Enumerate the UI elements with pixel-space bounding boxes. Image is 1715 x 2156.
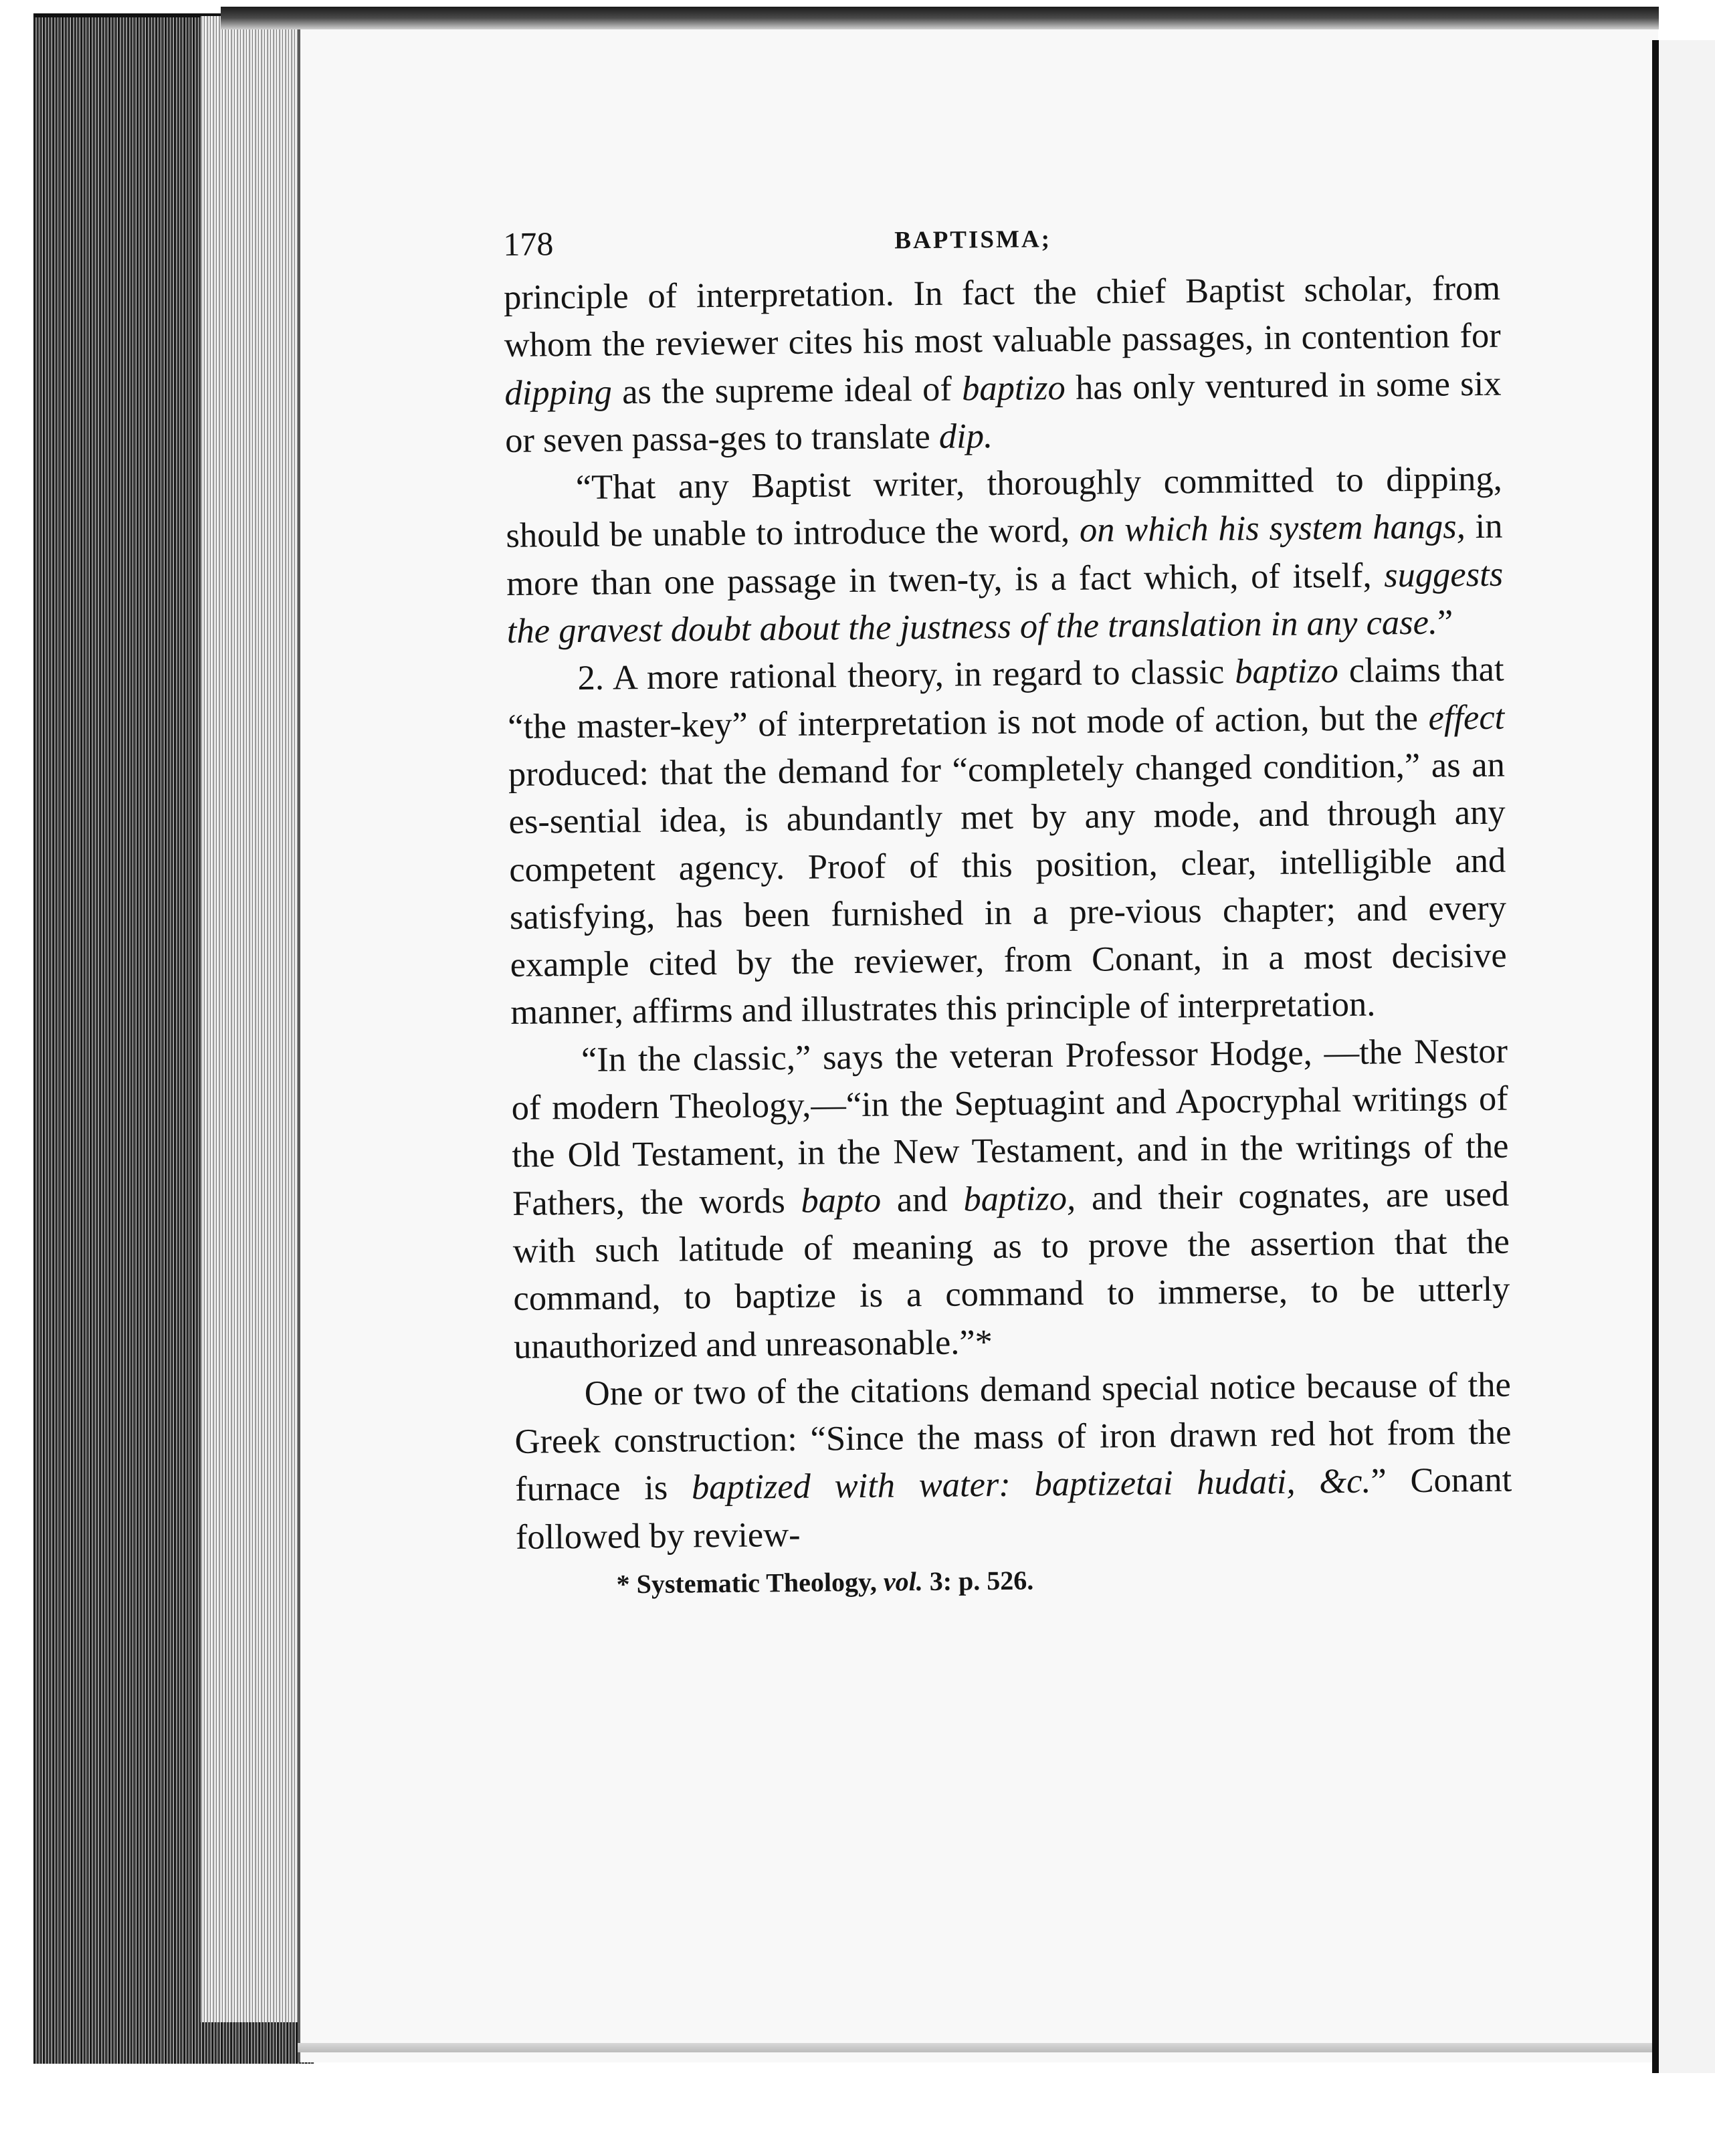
italic-text: bapto <box>801 1180 882 1220</box>
text-run: 3: p. 526. <box>922 1565 1034 1597</box>
italic-text: baptized with water: baptizetai hudati, &c. <box>691 1462 1371 1507</box>
italic-text: vol. <box>883 1566 923 1597</box>
italic-text: baptizo <box>1234 651 1339 691</box>
page-text-block <box>503 211 1513 1606</box>
italic-text: baptizo, <box>963 1178 1076 1219</box>
italic-text: on which his system hangs, <box>1079 507 1466 550</box>
text-run: One or two of the citations demand special notice because of the Greek construction: “Since the mass of iron drawn red hot from the furnace is <box>514 1365 1512 1509</box>
text-run: “In the classic,” says the veteran Professor Hodge, —the Nestor of modern Theology,—“in the Septuagint and Apocryphal writings of the Old Testament, in the New Testament, and in the writings of the Fathers, the words <box>511 1031 1509 1223</box>
page-top-shadow <box>221 7 1659 29</box>
paragraph <box>514 1361 1513 1561</box>
italic-text: suggests the gravest doubt about the justness of the translation in any case. <box>506 554 1504 651</box>
page-number: 178 <box>503 225 554 263</box>
page-bottom-edge <box>298 2043 1655 2052</box>
italic-text: baptizo <box>961 368 1066 409</box>
text-run: * Systematic Theology, <box>616 1566 884 1600</box>
paragraph <box>504 265 1502 465</box>
facing-page <box>1652 40 1715 2073</box>
running-head <box>503 211 1500 274</box>
text-run: ” <box>1437 603 1453 642</box>
text-run: and <box>880 1180 964 1220</box>
paragraph <box>506 455 1504 655</box>
text-run: principle of interpretation. In fact the chief Baptist scholar, from whom the reviewer cites his most valuable passages, in contention for <box>503 268 1501 365</box>
text-run: as the supreme ideal of <box>611 369 963 412</box>
paragraph <box>511 1027 1511 1370</box>
paragraph <box>507 646 1507 1037</box>
text-run: claims that “the master-key” of interpretation is not mode of action, but the <box>507 650 1504 746</box>
text-run: “That any Baptist writer, thoroughly committed to dipping, should be unable to introduce the word, <box>506 459 1503 556</box>
text-run: 2. A more rational theory, in regard to classic <box>577 652 1235 698</box>
italic-text: dip. <box>938 416 993 456</box>
italic-text: dipping <box>504 372 613 413</box>
text-run: has only ventured in some six or seven passa-ges to translate <box>504 364 1502 460</box>
text-run: produced: that the demand for “completely changed condition,” as an es-sential idea, is abundantly met by any mode, and through any competent agency. Proof of this position, clear, intelligible and satisfying, has been furnished in a pre-vious chapter; and every example cited by the reviewer, from Conant, in a most decisive manner, affirms and illustrates this principle of interpretation. <box>508 745 1507 1033</box>
text-run: in more than one passage in twen-ty, is a fact which, of itself, <box>506 507 1503 603</box>
text-run: ” Conant followed by review- <box>515 1461 1512 1557</box>
running-title: BAPTISMA; <box>894 225 1052 255</box>
body-text <box>504 265 1512 1561</box>
italic-text: effect <box>1428 697 1505 738</box>
text-run: and their cognates, are used with such latitude of meaning as to prove the assertion that the command, to baptize is a command to immerse, to be utterly unauthorized and unreasonable.”* <box>512 1174 1510 1366</box>
